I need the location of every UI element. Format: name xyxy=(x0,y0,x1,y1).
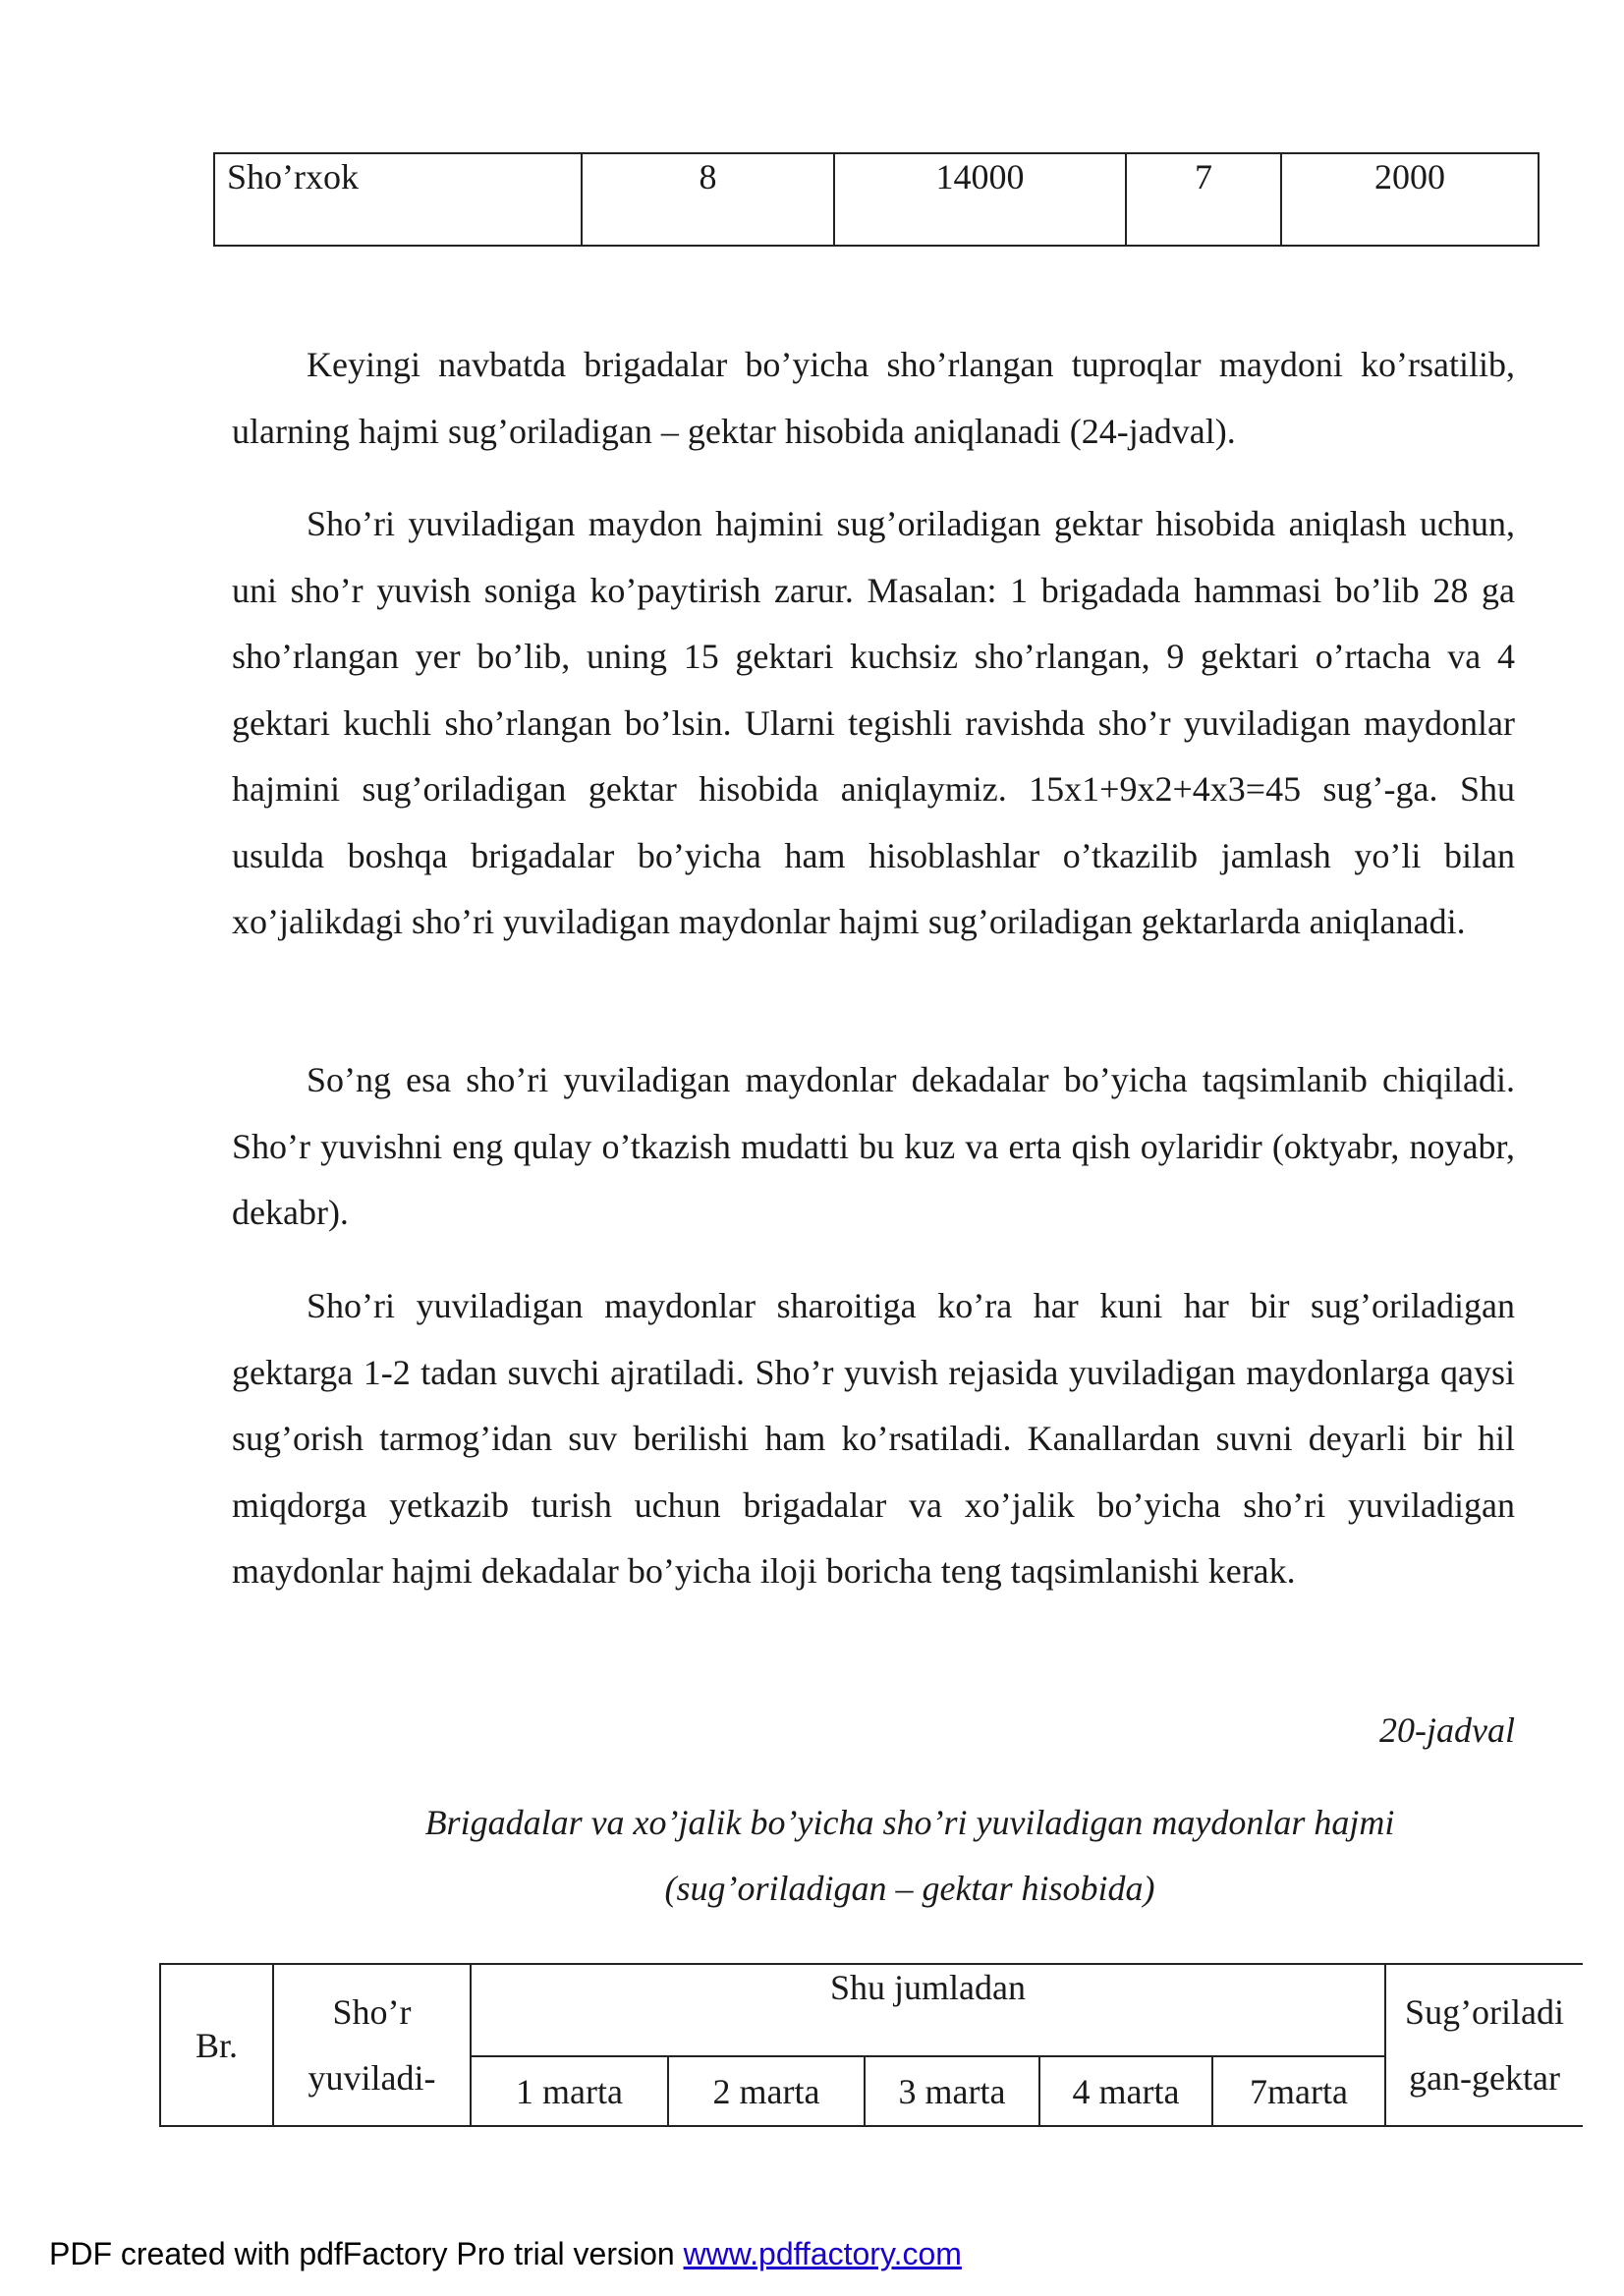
header-sugoriladi-line1: Sug’oriladi xyxy=(1405,1991,1565,2032)
table-row xyxy=(160,1964,1583,2056)
header-sugoriladi xyxy=(1385,1964,1583,2126)
bottom-table xyxy=(159,1963,1583,2127)
table-cell: Sho’rxok xyxy=(214,153,582,246)
header-sugoriladi-line2: gan-gektar xyxy=(1409,2057,1560,2098)
table-title: Brigadalar va xo’jalik bo’yicha sho’ri yuviladigan maydonlar hajmi xyxy=(424,1803,1395,1842)
sub-header: 4 marta xyxy=(1039,2056,1212,2126)
sub-header: 2 marta xyxy=(668,2056,865,2126)
table-cell: 2000 xyxy=(1281,153,1539,246)
table-cell: 14000 xyxy=(834,153,1126,246)
header-br: Br. xyxy=(160,1964,273,2126)
table-row xyxy=(214,153,1539,246)
sub-header: 3 marta xyxy=(865,2056,1039,2126)
footer xyxy=(49,2236,962,2272)
table-subtitle: (sug’oriladigan – gektar hisobida) xyxy=(664,1869,1155,1908)
table-cell: 8 xyxy=(582,153,834,246)
header-shor-line2: yuviladi- xyxy=(308,2057,436,2098)
header-shor-line1: Sho’r xyxy=(332,1991,412,2032)
footer-link[interactable]: www.pdffactory.com xyxy=(683,2236,962,2271)
table-cell: 7 xyxy=(1126,153,1281,246)
paragraph: Sho’ri yuviladigan maydonlar sharoitiga ko’ra har kuni har bir sug’oriladigan gektarga 1-2 tadan suvchi ajratiladi. Sho’r yuvish rejasida yuviladigan maydonlarga qaysi sug’orish tarmog’idan suv berilishi ham ko’rsatiladi. Kanallardan suvni deyarli bir hil miqdorga yetkazib turish uchun brigadalar va xo’jalik bo’yicha sho’ri yuviladigan maydonlar hajmi dekadalar bo’yicha iloji boricha teng taqsimlanishi kerak. xyxy=(232,1286,1515,1591)
paragraph: Keyingi navbatda brigadalar bo’yicha sho’rlangan tuproqlar maydoni ko’rsatilib, ularning hajmi sug’oriladigan – gektar hisobida aniqlanadi (24-jadval). xyxy=(232,345,1515,451)
paragraph: Sho’ri yuviladigan maydon hajmini sug’oriladigan gektar hisobida aniqlash uchun, uni sho’r yuvish soniga ko’paytirish zarur. Masalan: 1 brigadada hammasi bo’lib 28 ga sho’rlangan yer bo’lib, uning 15 gektari kuchsiz sho’rlangan, 9 gektari o’rtacha va 4 gektari kuchli sho’rlangan bo’lsin. Ularni tegishli ravishda sho’r yuviladigan maydonlar hajmini sug’oriladigan gektar hisobida aniqlaymiz. 15x1+9x2+4x3=45 sug’-ga. Shu usulda boshqa brigadalar bo’yicha ham hisoblashlar o’tkazilib jamlash yo’li bilan xo’jalikdagi sho’ri yuviladigan maydonlar hajmi sug’oriladigan gektarlarda aniqlanadi. xyxy=(232,504,1515,941)
sub-header: 1 marta xyxy=(471,2056,668,2126)
header-group: Shu jumladan xyxy=(471,1964,1385,2056)
header-shor xyxy=(273,1964,471,2126)
sub-header: 7marta xyxy=(1212,2056,1385,2126)
top-table xyxy=(213,152,1540,247)
paragraph: So’ng esa sho’ri yuviladigan maydonlar dekadalar bo’yicha taqsimlanib chiqiladi. Sho’r yuvishni eng qulay o’tkazish mudatti bu kuz va erta qish oylaridir (oktyabr, noyabr, dekabr). xyxy=(232,1060,1515,1232)
footer-text: PDF created with pdfFactory Pro trial version xyxy=(49,2236,684,2271)
table-label: 20-jadval xyxy=(1379,1710,1515,1750)
